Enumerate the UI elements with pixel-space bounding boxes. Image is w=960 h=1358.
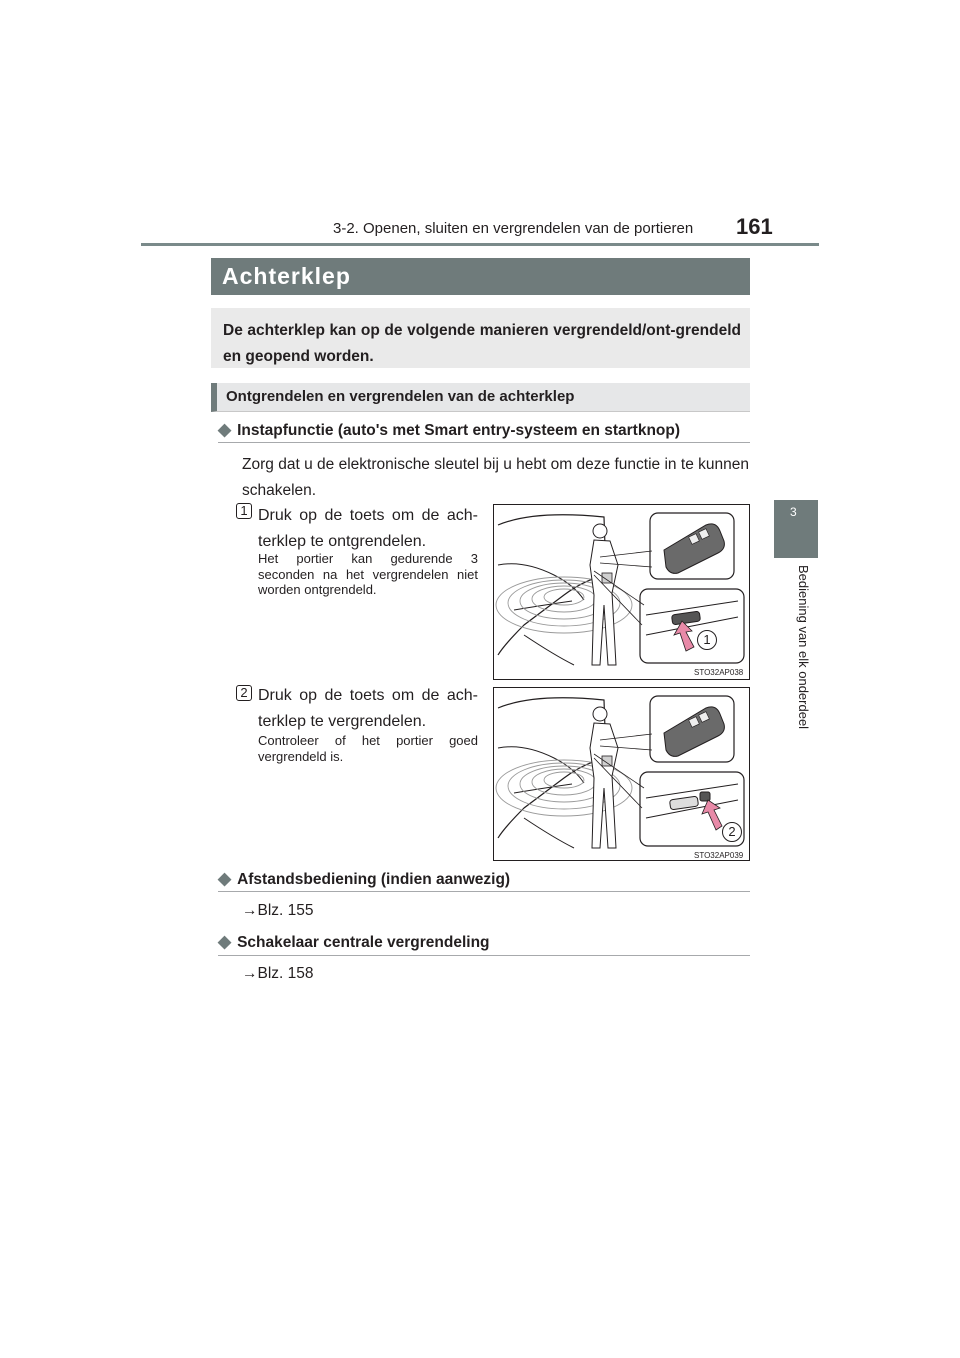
- intro-box: [211, 308, 750, 368]
- section-heading-text: Afstandsbediening (indien aanwezig): [237, 871, 511, 888]
- chapter-title: Bediening van elk onderdeel: [796, 565, 811, 730]
- chapter-number: 3: [790, 505, 797, 519]
- illustration-unlock: [494, 505, 749, 679]
- page-reference-remote[interactable]: [242, 898, 314, 924]
- right-arrow-icon: →: [242, 902, 258, 919]
- step-1-instruction: Druk op de toets om de ach-terklep te ontgrendelen.: [258, 507, 478, 550]
- section-heading-central-lock: [218, 932, 490, 952]
- page-reference-text: Blz. 155: [257, 902, 314, 919]
- figure-2-code: STO32AP039: [694, 851, 744, 860]
- page-reference-text: Blz. 158: [257, 965, 314, 982]
- subsection-bar: [211, 383, 750, 412]
- figure-1-callout: 1: [697, 630, 717, 650]
- step-2-note: Controleer of het portier goed vergrendeld is.: [258, 733, 478, 764]
- section-title: Achterklep: [222, 263, 351, 289]
- section-title-bar: [211, 258, 750, 295]
- section-heading-remote: [218, 869, 510, 889]
- section-rule: [218, 442, 750, 443]
- section-heading-entry: [218, 420, 680, 440]
- right-arrow-icon: →: [242, 965, 258, 982]
- step-number-2: 2: [236, 685, 252, 701]
- illustration-lock: [494, 688, 749, 860]
- section-text: Zorg dat u de elektronische sleutel bij u hebt om deze functie in te kunnen schakelen.: [242, 456, 749, 499]
- step-2-instruction: Druk op de toets om de ach-terklep te vergrendelen.: [258, 687, 478, 730]
- section-heading-text: Schakelaar centrale vergrendeling: [237, 934, 490, 951]
- section-heading-text: Instapfunctie (auto's met Smart entry-systeem en startknop): [237, 422, 681, 439]
- header-section-title: 3-2. Openen, sluiten en vergrendelen van de portieren: [333, 220, 694, 237]
- diamond-icon: ◆: [218, 420, 232, 439]
- step-1-note: Het portier kan gedurende 3 seconden na het vergrendelen niet worden ontgrendeld.: [258, 551, 478, 597]
- figure-step-1: [493, 504, 750, 680]
- figure-2-callout: 2: [722, 822, 742, 842]
- subsection-title: Ontgrendelen en vergrendelen van de achterklep: [226, 388, 575, 405]
- page-number: 161: [736, 214, 773, 239]
- figure-1-code: STO32AP038: [694, 668, 744, 677]
- section-rule: [218, 955, 750, 956]
- step-number-1: 1: [236, 503, 252, 519]
- section-rule: [218, 891, 750, 892]
- intro-text: De achterklep kan op de volgende manieren vergrendeld/ont-grendeld en geopend worden.: [223, 322, 741, 365]
- page-reference-central-lock[interactable]: [242, 961, 314, 987]
- diamond-icon: ◆: [218, 869, 232, 888]
- figure-step-2: [493, 687, 750, 861]
- diamond-icon: ◆: [218, 932, 232, 951]
- header-divider: [141, 243, 819, 246]
